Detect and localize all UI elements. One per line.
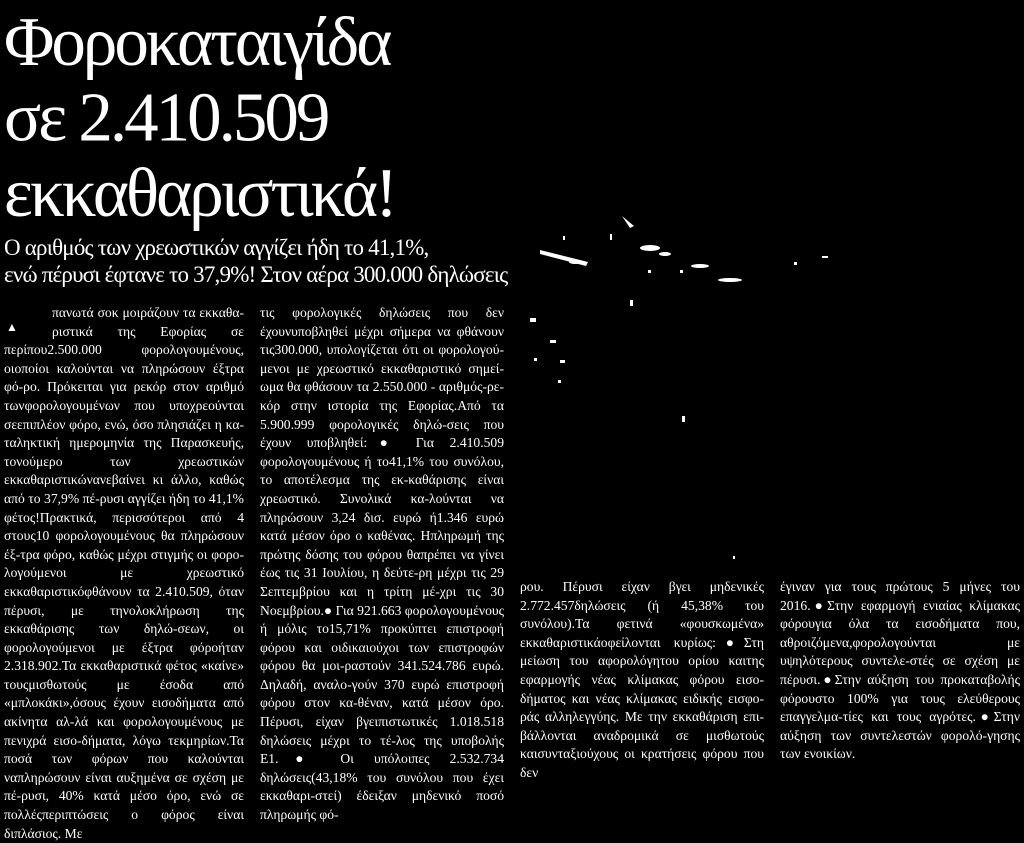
triangle-marker-icon: ▲ — [6, 320, 18, 334]
subheadline — [4, 234, 564, 288]
subheadline-line-1: Ο αριθμός των χρεωστικών αγγίζει ήδη το 41,1%, — [4, 235, 429, 260]
col2-line: ● Οι υπόλοιπες 2.532.734 δηλώσεις — [260, 751, 504, 785]
col4-line: ●Στην αύξηση των συντελεστών φορολό- — [780, 709, 1020, 743]
col1-line: ανεβαίνει κι άλλο, καθώς από το 37,9% πέ- — [4, 472, 244, 506]
col2-line: (43,18% του συνόλου που έχει εκκαθαρι- — [260, 769, 504, 804]
col2-line: 15,71% προκύπτει επιστροφή φόρου και οι — [260, 621, 505, 655]
col1-line: τρα φόρο, καθώς μέχρι στιγμής οι φορο- — [20, 546, 244, 562]
headline-line-3: εκκαθαριστικά! — [4, 153, 396, 232]
col1-line: λά και φορολογουμένους με πενιχρά εισο- — [4, 714, 245, 748]
col2-line: γούν 370 ευρώ επιστροφή φόρου στον κα- — [260, 676, 504, 711]
col1-line: ήταν 2.318.902. — [4, 639, 244, 674]
col1-line: πληρώσουν είναι αυξημένα σε σχέση με πέ- — [4, 769, 244, 804]
col3-line: οφείλονται κυρίως: — [600, 634, 716, 650]
col1-line: Τα εκκαθαριστικά φέτος «καίνε» τους — [4, 658, 244, 692]
col1-line: περιπτώσεις ο φόρος είναι διπλάσιος. Με — [4, 807, 244, 841]
col3-line: ράς αλληλεγγύης. Με την εκκαθάριση επι- — [520, 709, 764, 725]
col1-line: μισθωτούς με έσοδα από «μπλοκάκι», — [4, 676, 244, 711]
col2-line: ρη μέχρι τις 29 Σεπτεμβρίου και η τρίτη μέ- — [260, 565, 504, 599]
col2-line: δικαιούχοι των επιστροφών φόρου θα μοι- — [260, 639, 504, 674]
col4-line: γησης των ενοικίων. — [780, 727, 1020, 762]
col2-line: ωμα θα φθάσουν τα 2.550.000 - αριθμός-ρε- — [260, 379, 504, 395]
col4-line: τίες και τους αγρότες. — [842, 709, 976, 725]
col2-line: Από τα 5.900.999 φορολογικές δηλώ- — [260, 397, 504, 432]
article-column-1 — [4, 304, 244, 843]
col3-line: δήματος και νέας κλίμακας ειδικής εισφο- — [520, 690, 764, 706]
col4-line: στές σε σχέση με πέρυσι. — [780, 653, 1020, 687]
col1-line: ταληκτική ημερομηνία της Παρασκευής, το — [4, 435, 244, 469]
col2-line: ραστούν 341.524.786 ευρώ. Δηλαδή, αναλο- — [260, 658, 504, 692]
col2-line: χρι τις 30 Νοεμβρίου. — [260, 583, 504, 618]
col1-line: φθάνουν τα 2.410.509, όταν πέρυσι, με την — [4, 583, 244, 618]
col2-line: τις φορολογικές δηλώσεις που δεν έχουν — [260, 305, 504, 339]
col3-line: της εφαρμογής νέας κλίμακας φόρου εισο- — [520, 653, 764, 687]
col1-line: πανωτά σοκ μοιράζουν τα εκκαθα- — [52, 305, 244, 320]
col2-line: πιστωτικές 1.018.518 δηλώσεις μέχρι το τέ- — [260, 714, 504, 748]
col4-line: έγιναν για τους πρώτους 5 μήνες του 2016. — [780, 579, 1020, 613]
col3-line: συνταξιούχους οι κρατήσεις φόρου που δεν — [520, 746, 764, 780]
col4-line: φορολογούνται με υψηλότερους συντελε- — [780, 634, 1020, 669]
subheadline-line-2: ενώ πέρυσι έφτανε το 37,9%! Στον αέρα 300.000 δηλώσεις — [4, 262, 508, 287]
col4-line: στο 100% για τους ελεύθερους επαγγελμα- — [780, 690, 1020, 725]
col2-line: σεις που έχουν υποβληθεί: — [260, 416, 505, 451]
headline-line-2: σε 2.410.509 — [4, 78, 328, 156]
col2-line: θέναν, κατά μέσον όρο. Πέρυσι, είχαν βγει — [260, 695, 504, 730]
col1-line: ρυσι, 40% κατά μέσο όρο, ενώ σε πολλές — [4, 788, 244, 823]
col1-line: ρο. Πρόκειται για ρεκόρ στον αριθμό των — [4, 379, 244, 413]
col2-line: 41,1% του συνόλου, το αποτέλεσμα της εκ- — [260, 453, 504, 488]
col1-line: επιπλέον φόρο, ενώ, όσο πλησιάζει η κα- — [17, 416, 244, 432]
dark-photo-specks — [530, 210, 1024, 570]
col2-line: 1.346 ευρώ κατά μέσον όρο ο καθένας. Η — [260, 509, 504, 544]
article-column-2 — [260, 304, 504, 825]
article-column-3 — [520, 578, 764, 783]
col1-line: ρυσι αγγίζει ήδη το 41,1% φέτος! — [4, 490, 244, 525]
col2-line: κόρ στην ιστορία της Εφορίας. — [260, 397, 458, 413]
col1-line: ολοκλήρωση της εκκαθάρισης των δηλώ- — [4, 602, 245, 637]
col3-line: βάλλονται αναδρομικά σε μισθωτούς και — [520, 727, 764, 762]
headline-line-1: Φοροκαταιγίδα — [4, 2, 390, 81]
col2-line: ● Για 2.410.509 φορολογουμένους ή το — [260, 435, 504, 469]
col3-line: Τα φετινά «φουσκωμένα» εκκαθαριστικά — [520, 616, 764, 650]
col1-line: οποίοι καλούνται να πληρώσουν έξτρα φό- — [4, 360, 244, 395]
col3-line: ●Στη μείωση του αφορολόγητου ορίου και — [520, 634, 764, 669]
col2-line: 300.000, υπολογίζεται ότι οι φορολογού- — [274, 342, 504, 358]
col4-line: ●Στην εφαρμογή ενιαίας κλίμακας φόρου — [780, 597, 1020, 632]
col2-line: στεί) έδειξαν μηδενικό ποσό πληρωμής φό- — [260, 788, 504, 823]
col4-line: για όλα τα εισοδήματα που, αθροιζόμενα, — [780, 616, 1020, 650]
col2-line: λος της υποβολής Ε1. — [260, 732, 504, 767]
col1-line: λογούμενοι με χρεωστικό εκκαθαριστικό — [4, 565, 244, 599]
col1-line: Πρακτικά, περισσότεροι από 4 στους — [4, 509, 244, 544]
col2-line: υποβληθεί μέχρι σήμερα να φθάνουν τις — [260, 323, 504, 358]
col1-line: 10 φορολογουμένους θα πληρώσουν έξ- — [4, 528, 244, 562]
col3-line: δηλώσεις (ή 45,38% του συνόλου). — [520, 597, 764, 632]
col1-line: όσους έχουν εισοδήματα από ακίνητα αλ- — [4, 695, 244, 730]
headline — [4, 4, 604, 230]
col2-line: πληρωμή της πρώτης δόσης του φόρου θα — [260, 528, 504, 562]
col1-line: σεων, οι φορολογούμενοι με έξτρα φόρο — [4, 621, 244, 655]
col3-line: ρου. Πέρυσι είχαν βγει μηδενικές 2.772.457 — [520, 579, 764, 613]
col2-line: ● Για 921.663 φορολογουμένους ή μόλις το — [260, 602, 504, 637]
col2-line: καθάρισης είναι χρεωστικό. Συνολικά κα- — [260, 472, 504, 506]
col1-line: ριστικά της Εφορίας σε περίπου — [4, 323, 244, 358]
col1-line: 2.500.000 φορολογουμένους, οι — [4, 342, 244, 376]
col2-line: λούνται να πληρώσουν 3,24 δισ. ευρώ ή — [260, 490, 504, 525]
col2-line: πρέπει να γίνει έως τις 31 Ιουλίου, η δεύτε- — [260, 546, 504, 581]
col2-line: μενοι με χρεωστικό εκκαθαριστικό σημεί- — [260, 360, 504, 376]
col1-line: Τα ποσά των φόρων που καλούνται να — [4, 732, 245, 785]
col4-line: ●Στην αύξηση του προκαταβολής φόρου — [780, 671, 1020, 706]
col1-line: φορολογουμένων που υποχρεούνται σε — [4, 397, 244, 432]
col1-line: δήματα, λόγω τεκμηρίων. — [81, 732, 230, 748]
col1-line: νούμερο των χρεωστικών εκκαθαριστικών — [4, 453, 244, 488]
article-column-4 — [780, 578, 1020, 764]
